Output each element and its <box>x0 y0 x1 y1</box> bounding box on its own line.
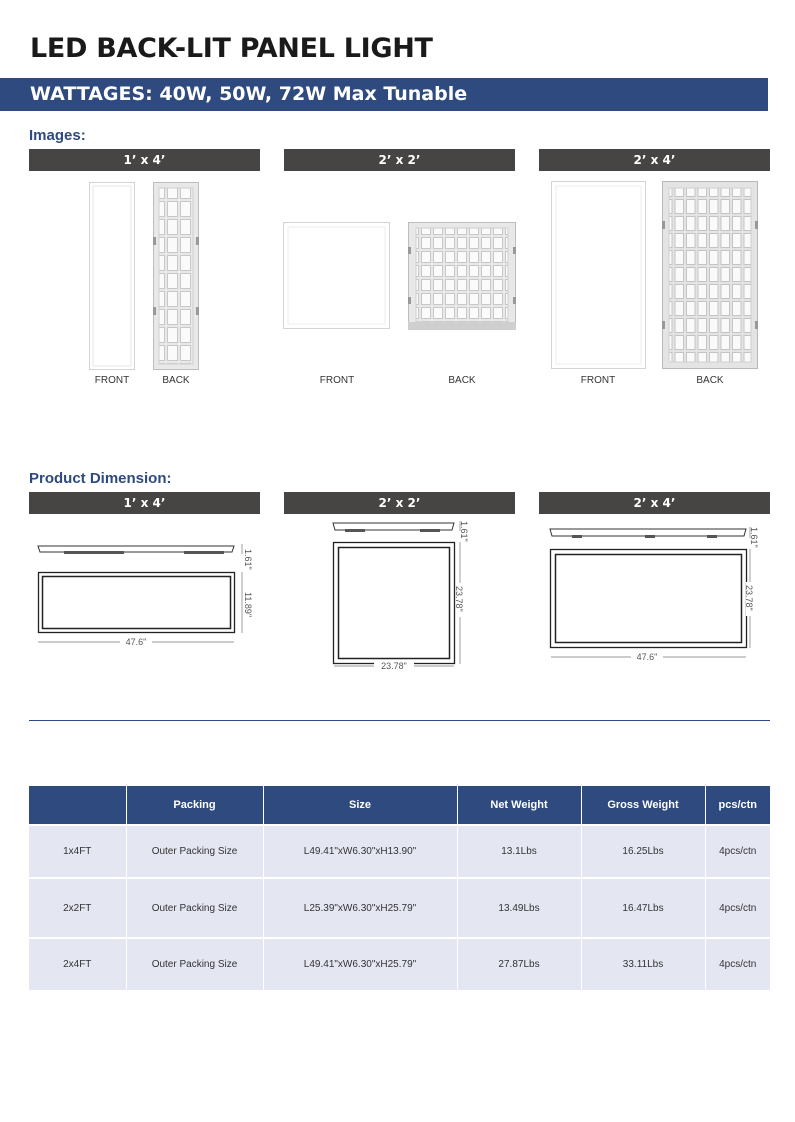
dimension-header-2x2: 2’ x 2’ <box>284 492 515 514</box>
dimension-1x4-drawing <box>34 538 254 653</box>
dimension-1x4-width-label: 47.6" <box>125 637 147 647</box>
table-cell: 13.1Lbs <box>457 825 581 878</box>
table-cell: 4pcs/ctn <box>705 938 770 990</box>
section-divider <box>29 720 770 721</box>
dimension-2x4-height-label: 1.61" <box>749 527 759 548</box>
dimension-1x4-depth-label: 11.89" <box>243 592 253 618</box>
table-header-row <box>29 786 770 825</box>
images-label: Images: <box>29 127 86 144</box>
dimension-2x4-depth-label: 23.78" <box>744 585 754 611</box>
table-cell: L25.39"xW6.30"xH25.79" <box>263 878 457 938</box>
table-cell: Outer Packing Size <box>126 878 263 938</box>
packing-spec-table <box>29 786 770 990</box>
table-cell: L49.41"xW6.30"xH25.79" <box>263 938 457 990</box>
wattage-banner <box>0 78 768 111</box>
dimension-2x2-width-label: 23.78" <box>381 661 407 671</box>
table-row <box>29 938 770 990</box>
dimension-2x4-width-label: 47.6" <box>636 652 658 662</box>
caption-1x4-front: FRONT <box>94 375 130 386</box>
table-header-cell <box>29 786 126 825</box>
table-cell: 13.49Lbs <box>457 878 581 938</box>
table-row <box>29 825 770 878</box>
table-cell: 33.11Lbs <box>581 938 705 990</box>
table-header-cell: Gross Weight <box>581 786 705 825</box>
dimension-2x2-height-label: 1.61" <box>459 521 469 542</box>
panel-2x4-back-image <box>662 181 758 369</box>
panel-2x2-back-image <box>408 222 516 330</box>
caption-1x4-back: BACK <box>162 375 190 386</box>
dimension-2x4-drawing <box>547 525 762 667</box>
table-header-cell: Net Weight <box>457 786 581 825</box>
dimension-2x2-depth-label: 23.78" <box>454 586 464 612</box>
table-cell: Outer Packing Size <box>126 825 263 878</box>
caption-2x2-front: FRONT <box>319 375 355 386</box>
images-header-1x4: 1’ x 4’ <box>29 149 260 171</box>
table-cell: Outer Packing Size <box>126 938 263 990</box>
images-header-2x2: 2’ x 2’ <box>284 149 515 171</box>
table-cell: L49.41"xW6.30"xH13.90" <box>263 825 457 878</box>
panel-2x4-front-image <box>551 181 646 369</box>
wattage-text: WATTAGES: 40W, 50W, 72W Max Tunable <box>30 83 468 105</box>
table-cell: 4pcs/ctn <box>705 878 770 938</box>
table-cell: 2x2FT <box>29 878 126 938</box>
caption-2x2-back: BACK <box>448 375 476 386</box>
images-header-2x4: 2’ x 4’ <box>539 149 770 171</box>
panel-1x4-front-image <box>89 182 135 370</box>
table-header-cell: Packing <box>126 786 263 825</box>
table-cell: 2x4FT <box>29 938 126 990</box>
dimension-header-1x4: 1’ x 4’ <box>29 492 260 514</box>
table-cell: 4pcs/ctn <box>705 825 770 878</box>
table-header-cell: Size <box>263 786 457 825</box>
panel-2x2-front-image <box>283 222 390 329</box>
table-cell: 27.87Lbs <box>457 938 581 990</box>
caption-2x4-front: FRONT <box>580 375 616 386</box>
panel-1x4-back-image <box>153 182 199 370</box>
dimension-label: Product Dimension: <box>29 470 172 487</box>
table-cell: 16.47Lbs <box>581 878 705 938</box>
table-cell: 1x4FT <box>29 825 126 878</box>
dimension-1x4-height-label: 1.61" <box>243 549 253 570</box>
caption-2x4-back: BACK <box>696 375 724 386</box>
dimension-header-2x4: 2’ x 4’ <box>539 492 770 514</box>
table-row <box>29 878 770 938</box>
dimension-2x2-drawing <box>330 517 475 675</box>
page-title: LED BACK-LIT PANEL LIGHT <box>30 33 433 64</box>
table-header-cell: pcs/ctn <box>705 786 770 825</box>
table-cell: 16.25Lbs <box>581 825 705 878</box>
